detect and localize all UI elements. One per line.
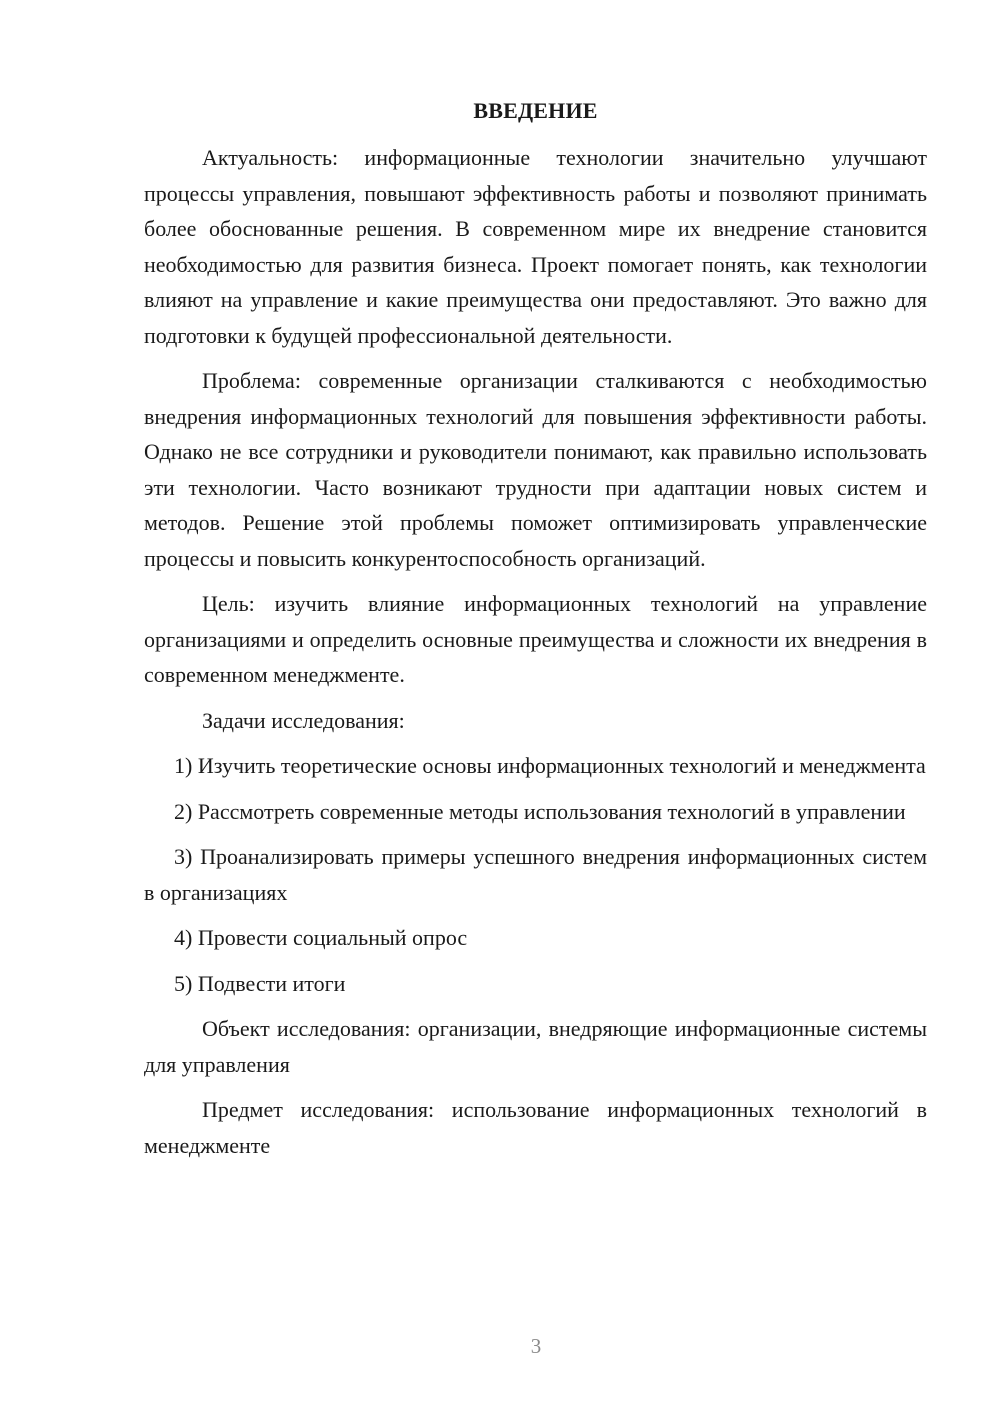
task-item-3: 3) Проанализировать примеры успешного внедрения информационных систем в организациях — [144, 844, 927, 905]
paragraph-object: Объект исследования: организации, внедряющие информационные системы для управления — [144, 1016, 927, 1077]
document-page — [144, 95, 927, 1173]
task-item-2: 2) Рассмотреть современные методы использования технологий в управлении — [174, 798, 906, 824]
task-item-1: 1) Изучить теоретические основы информационных технологий и менеджмента — [174, 753, 926, 778]
task-item-4: 4) Провести социальный опрос — [174, 925, 468, 950]
paragraph-subject: Предмет исследования: использование информационных технологий в менеджменте — [144, 1097, 927, 1158]
paragraph-goal: Цель: изучить влияние информационных технологий на управление организациями и определить основные преимущества и сложности их внедрения в современном менеджменте. — [144, 591, 927, 687]
tasks-title: Задачи исследования: — [202, 707, 405, 733]
paragraph-relevance: Актуальность: информационные технологии значительно улучшают процессы управления, повышают эффективность работы и позволяют принимать более обоснованные решения. В современном мире их внедрение становится необходимостью для развития бизнеса. Проект помогает понять, как технологии влияют на управление и какие преимущества они предоставляют. Это важно для подготовки к будущей профессиональной деятельности. — [144, 145, 927, 348]
page-heading: ВВЕДЕНИЕ — [473, 98, 598, 123]
page-number: 3 — [530, 1334, 542, 1358]
task-item-5: 5) Подвести итоги — [174, 970, 346, 996]
paragraph-problem: Проблема: современные организации сталкиваются с необходимостью внедрения информационных технологий для повышения эффективности работы. Однако не все сотрудники и руководители понимают, как правильно использовать эти технологии. Часто возникают трудности при адаптации новых систем и методов. Решение этой проблемы поможет оптимизировать управленческие процессы и повысить конкурентоспособность организаций. — [144, 368, 927, 571]
